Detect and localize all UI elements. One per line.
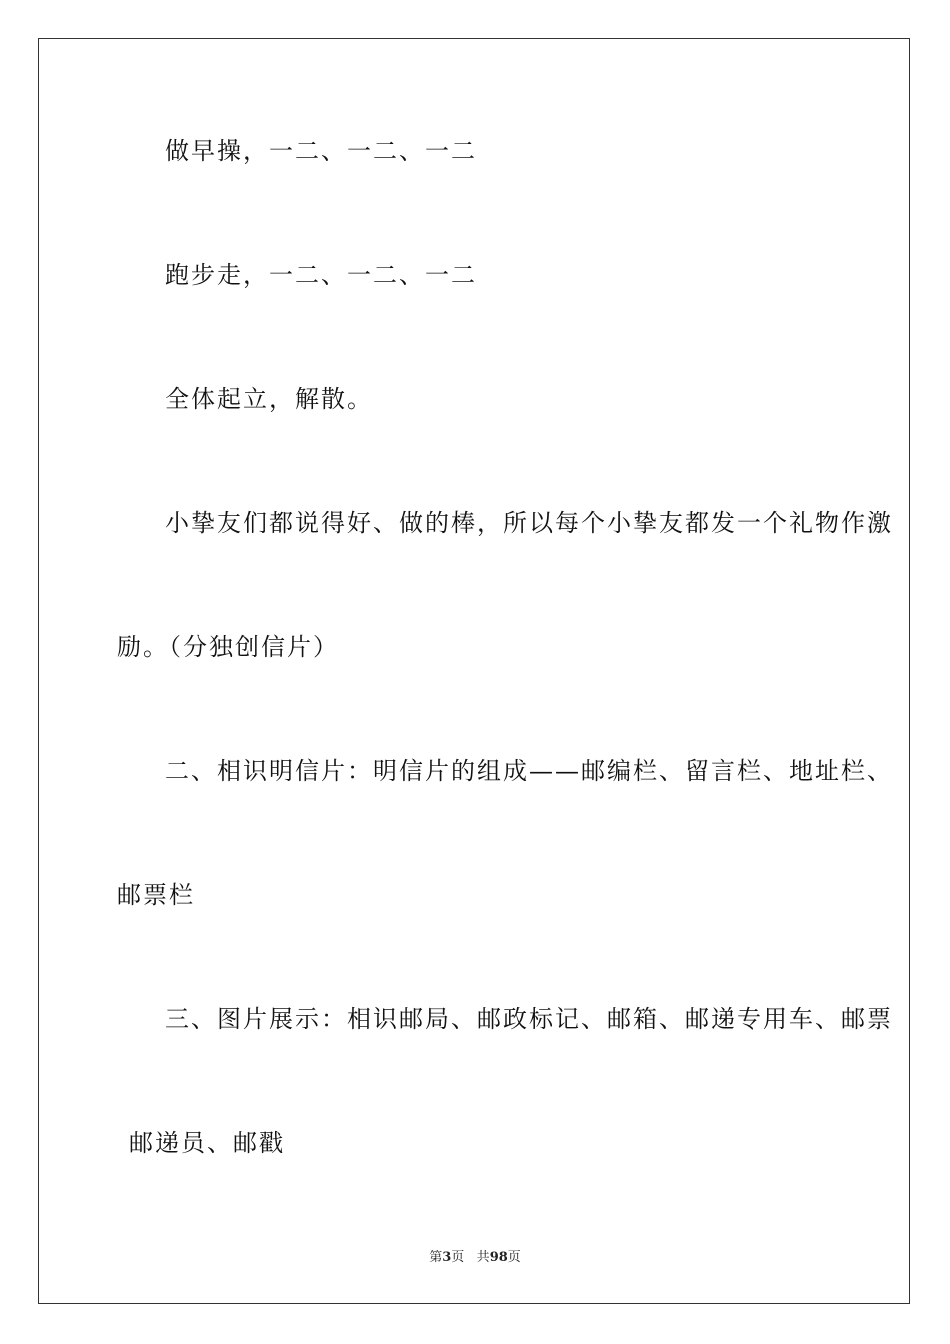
text-line: 小挚友们都说得好、做的棒，所以每个小挚友都发一个礼物作激 bbox=[165, 509, 893, 537]
text-line: 全体起立，解散。 bbox=[165, 385, 373, 413]
text-line: 做早操，一二、一二、一二 bbox=[165, 137, 477, 165]
page-footer bbox=[0, 1246, 950, 1265]
text-line: 励。（分独创信片） bbox=[117, 633, 339, 661]
total-pages: 98 bbox=[489, 1250, 508, 1265]
page-prefix: 第 bbox=[429, 1250, 443, 1265]
page-border bbox=[38, 38, 910, 1304]
total-suffix: 页 bbox=[507, 1250, 521, 1265]
total-prefix: 共 bbox=[476, 1250, 490, 1265]
page-suffix: 页 bbox=[451, 1250, 465, 1265]
page-number: 3 bbox=[442, 1250, 452, 1265]
text-line: 三、图片展示：相识邮局、邮政标记、邮箱、邮递专用车、邮票 bbox=[165, 1005, 893, 1033]
text-line: 邮票栏 bbox=[117, 881, 195, 909]
text-line: 二、相识明信片：明信片的组成——邮编栏、留言栏、地址栏、 bbox=[165, 757, 893, 785]
text-line: 邮递员、邮戳 bbox=[129, 1129, 285, 1157]
text-line: 跑步走，一二、一二、一二 bbox=[165, 261, 477, 289]
